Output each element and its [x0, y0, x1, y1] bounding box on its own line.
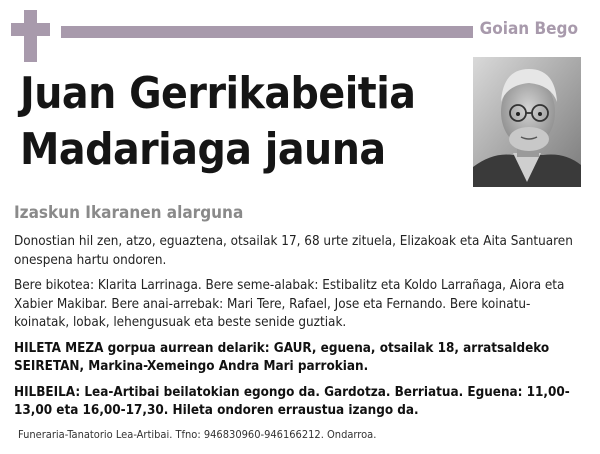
- wake-paragraph: HILBEILA: Lea-Artibai beilatokian egongo da. Gardotza. Berriatua. Eguena: 11,00-13,00 eta 16,00-17,30. Hileta ondoren erraustua izango da.: [14, 384, 570, 418]
- funeral-mass-paragraph: HILETA MEZA gorpua aurrean delarik: GAUR, eguena, otsailak 18, arratsaldeko SEIRETAN, Markina-Xemeingo Andra Mari parrokian.: [14, 340, 550, 374]
- notice-body: [14, 233, 584, 428]
- portrait-photo: [473, 57, 581, 187]
- deceased-name-line1: Juan Gerrikabeitia: [20, 68, 416, 119]
- header-bar: [61, 26, 473, 38]
- location-label: Goian Bego: [479, 19, 578, 39]
- deceased-name-line2: Madariaga jauna: [20, 124, 386, 175]
- widow-line: Izaskun Ikaranen alarguna: [14, 203, 244, 223]
- cross-icon-horizontal: [11, 23, 50, 36]
- deceased-name: [20, 66, 460, 178]
- cross-icon-vertical: [24, 10, 37, 62]
- family-paragraph: Bere bikotea: Klarita Larrinaga. Bere seme-alabak: Estibalitz eta Koldo Larrañaga, Aiora eta Xabier Makibar. Bere anai-arrebak: Mari Tere, Rafael, Jose eta Fernando. Bere koinatu-koinatak, lobak, lehengusuak eta beste senide guztiak.: [14, 278, 565, 330]
- death-paragraph: Donostian hil zen, atzo, eguaztena, otsailak 17, 68 urte zituela, Elizakoak eta Aita Santuaren onespena hartu ondoren.: [14, 234, 573, 268]
- funeral-home-footer: Funeraria-Tanatorio Lea-Artibai. Tfno: 946830960-946166212. Ondarroa.: [18, 428, 377, 441]
